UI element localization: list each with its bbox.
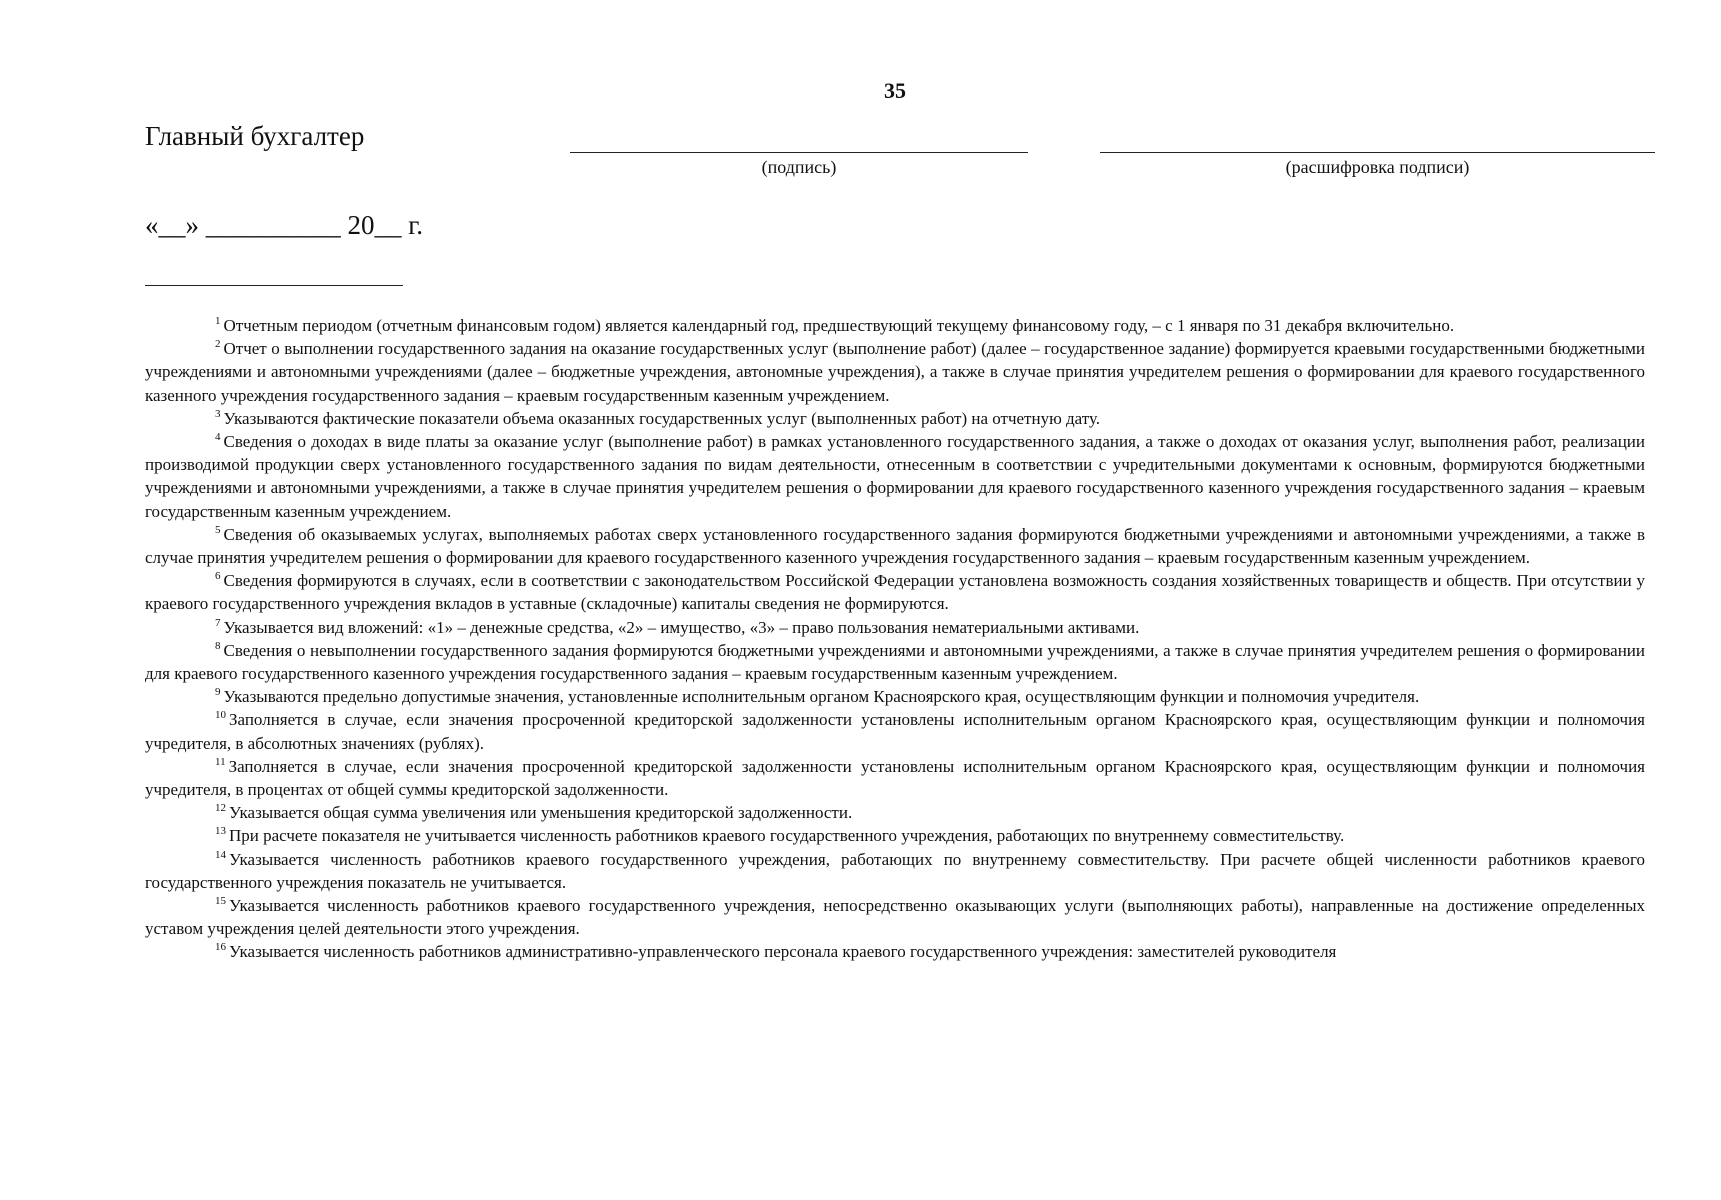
footnote-number: 9 <box>215 686 221 699</box>
footnote <box>145 894 1645 940</box>
date-line: «__» __________ 20__ г. <box>145 210 424 240</box>
footnote <box>145 407 1645 430</box>
footnote <box>145 708 1645 754</box>
footnote-number: 16 <box>215 941 226 954</box>
footnote-text: Указывается численность работников административно-управленческого персонала краевого государственного учреждения: заместителей руководителя <box>229 942 1337 962</box>
footnote-text: Указываются предельно допустимые значения, установленные исполнительным органом Красноярского края, осуществляющим функции и полномочия учредителя. <box>223 687 1420 707</box>
footnote-text: Сведения о доходах в виде платы за оказание услуг (выполнение работ) в рамках установленного государственного задания, а также о доходах от оказания услуг, выполнения работ, реализации производимой продукции сверх установленного государственного задания по видам деятельности, отнесенным в соответствии с учредительными документами к основным, формируются бюджетными учреждениями и автономными учреждениями, а также в случае принятия учредителем решения о формировании для краевого государственного казенного учреждения государственного задания – краевым государственным казенным учреждением. <box>145 432 1645 521</box>
signature-caption: (подпись) <box>761 157 837 177</box>
footnote <box>145 848 1645 894</box>
footnote-number: 10 <box>215 709 226 722</box>
chief-accountant-title: Главный бухгалтер <box>145 121 365 151</box>
footnote <box>145 685 1645 708</box>
footnote <box>145 801 1645 824</box>
footnote-number: 8 <box>215 639 221 652</box>
signature-decoding-line <box>1100 152 1655 153</box>
footnote <box>145 523 1645 569</box>
footnote-number: 11 <box>215 755 226 768</box>
footnote <box>145 755 1645 801</box>
footnote-text: При расчете показателя не учитывается численность работников краевого государственного учреждения, работающих по внутреннему совместительству. <box>229 826 1345 846</box>
page-number: 35 <box>884 78 906 103</box>
footnote <box>145 616 1645 639</box>
footnote <box>145 314 1645 337</box>
footnote-text: Указывается общая сумма увеличения или уменьшения кредиторской задолженности. <box>229 803 853 823</box>
footnote-text: Указывается численность работников краевого государственного учреждения, непосредственно оказывающих услуги (выполняющих работы), направленные на достижение определенных уставом учреждения целей деятельности этого учреждения. <box>145 896 1645 939</box>
footnote-number: 1 <box>215 315 221 327</box>
signature-line <box>570 152 1028 153</box>
footnote-text: Отчет о выполнении государственного задания на оказание государственных услуг (выполнение работ) (далее – государственное задание) формируется краевыми государственными бюджетными учреждениями и автономными учреждениями (далее – бюджетные учреждения, автономные учреждения), а также в случае принятия учредителем решения о формировании для краевого государственного казенного учреждения государственного задания – краевым государственным казенным учреждением. <box>145 339 1645 405</box>
footnote-text: Сведения о невыполнении государственного задания формируются бюджетными учреждениями и автономными учреждениями, а также в случае принятия учредителем решения о формировании для краевого государственного казенного учреждения государственного задания – краевым государственным казенным учреждением. <box>145 640 1645 684</box>
footnote-number: 7 <box>215 616 221 629</box>
footnote-text: Указываются фактические показатели объема оказанных государственных услуг (выполненных работ) на отчетную дату. <box>223 408 1101 428</box>
footnote <box>145 824 1645 847</box>
footnotes <box>145 314 1645 964</box>
footnote-number: 12 <box>215 802 226 815</box>
footnote-number: 5 <box>215 523 221 536</box>
footnote-number: 6 <box>215 570 221 583</box>
footnote-text: Заполняется в случае, если значения просроченной кредиторской задолженности установлены исполнительным органом Красноярского края, осуществляющим функции и полномочия учредителя, в процентах от общей суммы кредиторской задолженности. <box>145 756 1645 800</box>
footnote-number: 15 <box>215 895 226 908</box>
footnote-text: Заполняется в случае, если значения просроченной кредиторской задолженности установлены исполнительным органом Красноярского края, осуществляющим функции и полномочия учредителя, в абсолютных значениях (рублях). <box>145 710 1645 753</box>
footnote-text: Сведения формируются в случаях, если в соответствии с законодательством Российской Федерации установлена возможность создания хозяйственных товариществ и обществ. При отсутствии у краевого государственного учреждения вкладов в уставные (складочные) капиталы сведения не формируются. <box>145 571 1645 614</box>
footnote <box>145 337 1645 407</box>
footnote-separator <box>145 285 403 286</box>
footnote-number: 3 <box>215 407 221 420</box>
footnote <box>145 430 1645 523</box>
signature-decoding-caption: (расшифровка подписи) <box>1285 157 1470 177</box>
footnote-text: Сведения об оказываемых услугах, выполняемых работах сверх установленного государственного задания формируются бюджетными учреждениями и автономными учреждениями, а также в случае принятия учредителем решения о формировании для краевого государственного казенного учреждения государственного задания – краевым государственным казенным учреждением. <box>145 524 1645 568</box>
footnote-number: 13 <box>215 825 226 838</box>
footnote-number: 14 <box>215 848 226 861</box>
footnote-text: Указывается вид вложений: «1» – денежные средства, «2» – имущество, «3» – право пользования нематериальными активами. <box>223 617 1140 637</box>
footnote-text: Указывается численность работников краевого государственного учреждения, работающих по внутреннему совместительству. При расчете общей численности работников краевого государственного учреждения показатель не учитывается. <box>145 849 1645 892</box>
footnote-text: Отчетным периодом (отчетным финансовым годом) является календарный год, предшествующий текущему финансовому году, – с 1 января по 31 декабря включительно. <box>223 316 1455 335</box>
footnote <box>145 639 1645 685</box>
footnote-number: 4 <box>215 431 221 444</box>
footnote-number: 2 <box>215 338 221 351</box>
footnote <box>145 940 1645 963</box>
footnote <box>145 569 1645 615</box>
